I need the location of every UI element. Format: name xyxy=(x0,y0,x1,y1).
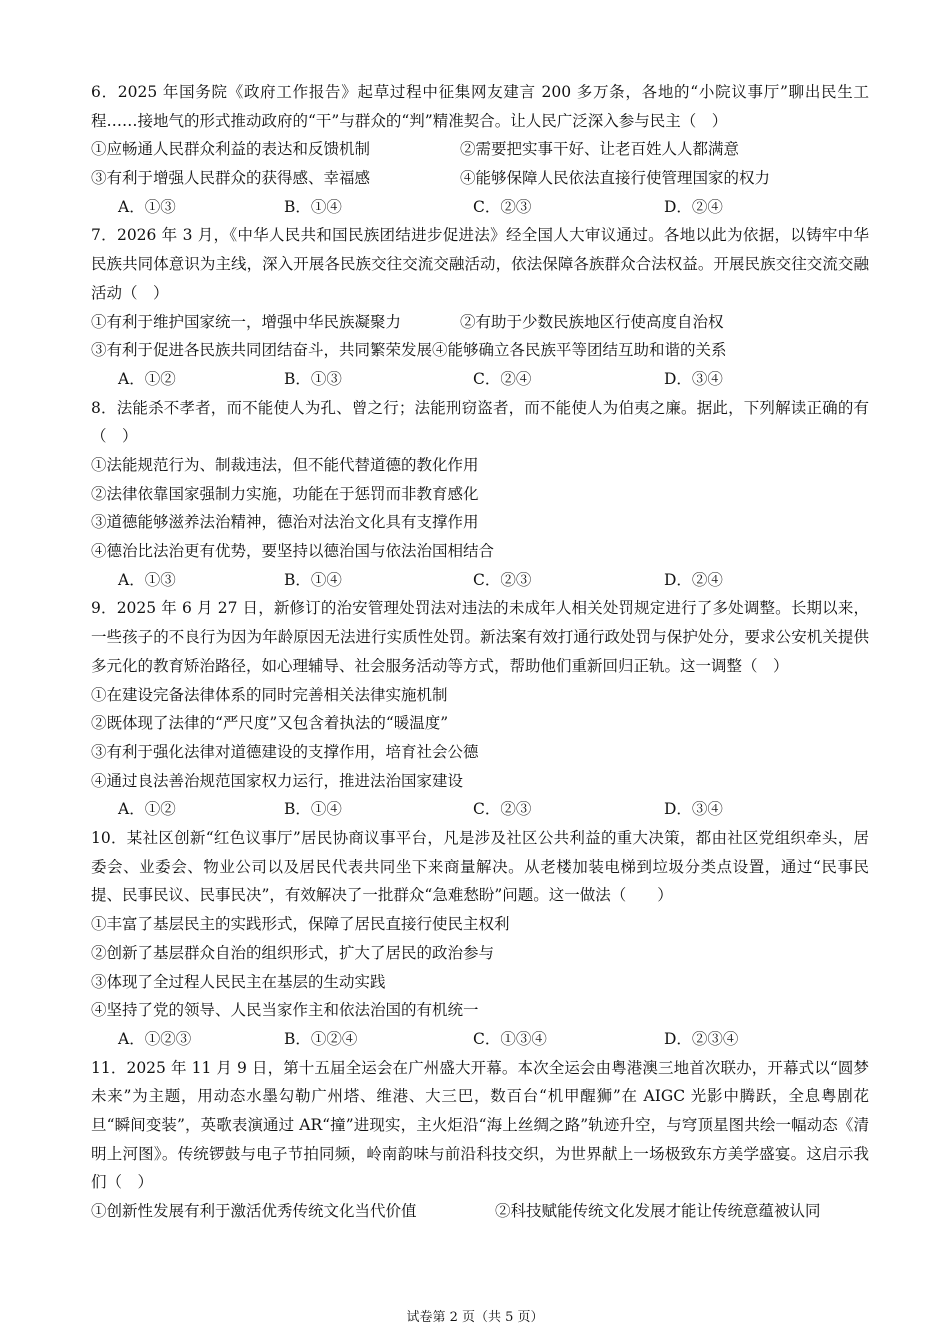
question-list xyxy=(91,78,869,1226)
option-1: ①在建设完备法律体系的同时完善相关法律实施机制 xyxy=(91,685,448,704)
answer-b: B．①④ xyxy=(284,800,342,819)
answer-choices xyxy=(91,795,869,824)
question-6 xyxy=(91,78,869,221)
option-2: ②科技赋能传统文化发展才能让传统意蕴被认同 xyxy=(495,1202,821,1221)
answer-choices xyxy=(91,365,869,394)
question-stem: 9．2025 年 6 月 27 日，新修订的治安管理处罚法对违法的未成年人相关处罚规定进行了多处调整。长期以来，一些孩子的不良行为因为年龄原因无法进行实质性处罚。新法案有效打通行政处罚与保护处分，要求公安机关提供多元化的教育矫治路径，如心理辅导、社会服务活动等方式，帮助他们重新回归正轨。这一调整（ ） xyxy=(91,599,869,675)
answer-a: A．①② xyxy=(118,800,176,819)
question-stem: 11．2025 年 11 月 9 日，第十五届全运会在广州盛大开幕。本次全运会由粤港澳三地首次联办，开幕式以“圆梦未来”为主题，用动态水墨勾勒广州塔、维港、大三巴，数百台“机甲醒狮”在 AIGC 光影中腾跃，全息粤剧花旦“瞬间变装”，英歌表演通过 AR“撞”进现实，主火炬沿“海上丝绸之路”轨迹升空，与穹顶星图共绘一幅动态《清明上河图》。传统锣鼓与电子节拍同频，岭南韵味与前沿科技交织，为世界献上一场极致东方美学盛宴。这启示我们（ ） xyxy=(91,1058,869,1192)
option-row xyxy=(91,336,869,365)
option-row xyxy=(91,308,869,337)
option-row xyxy=(91,135,869,164)
question-9 xyxy=(91,594,869,824)
option-4: ④坚持了党的领导、人民当家作主和依法治国的有机统一 xyxy=(91,1001,479,1020)
answer-a: A．①③ xyxy=(118,197,176,216)
option-1: ①法能规范行为、制裁违法，但不能代替道德的教化作用 xyxy=(91,456,479,475)
answer-choices xyxy=(91,566,869,595)
answer-c: C．①③④ xyxy=(473,1029,547,1048)
option-2: ②创新了基层群众自治的组织形式，扩大了居民的政治参与 xyxy=(91,943,495,962)
option-4: ④通过良法善治规范国家权力运行，推进法治国家建设 xyxy=(91,771,464,790)
answer-a: A．①② xyxy=(118,369,176,388)
answer-a: A．①③ xyxy=(118,570,176,589)
answer-b: B．①③ xyxy=(284,369,342,388)
option-2: ②既体现了法律的“严尺度”又包含着执法的“暖温度” xyxy=(91,714,449,733)
answer-c: C．②③ xyxy=(473,197,532,216)
answer-b: B．①④ xyxy=(284,570,342,589)
option-3-4: ③有利于促进各民族共同团结奋斗，共同繁荣发展④能够确立各民族平等团结互助和谐的关系 xyxy=(91,341,727,360)
question-stem: 6．2025 年国务院《政府工作报告》起草过程中征集网友建言 200 多万条，各地的“小院议事厅”聊出民生工程……接地气的形式推动政府的“干”与群众的“判”精准契合。让人民广泛深入参与民主（ ） xyxy=(91,83,869,130)
answer-choices xyxy=(91,1025,869,1054)
option-1: ①应畅通人民群众利益的表达和反馈机制 xyxy=(91,140,371,159)
option-row xyxy=(91,1197,869,1226)
option-3: ③体现了全过程人民民主在基层的生动实践 xyxy=(91,972,386,991)
question-7 xyxy=(91,221,869,393)
answer-d: D．②③④ xyxy=(664,1029,739,1048)
answer-d: D．③④ xyxy=(664,800,723,819)
option-1: ①丰富了基层民主的实践形式，保障了居民直接行使民主权利 xyxy=(91,915,510,934)
answer-a: A．①②③ xyxy=(118,1029,192,1048)
question-stem: 7．2026 年 3 月，《中华人民共和国民族团结进步促进法》经全国人大审议通过。各地以此为依据，以铸牢中华民族共同体意识为主线，深入开展各民族交往交流交融活动，依法保障各族群众合法权益。开展民族交往交流交融活动（ ） xyxy=(91,226,869,302)
answer-b: B．①④ xyxy=(284,197,342,216)
answer-choices xyxy=(91,193,869,222)
option-2: ②需要把实事干好、让老百姓人人都满意 xyxy=(460,140,740,159)
option-4: ④德治比法治更有优势，要坚持以德治国与依法治国相结合 xyxy=(91,542,495,561)
answer-c: C．②④ xyxy=(473,369,532,388)
question-stem: 8．法能杀不孝者，而不能使人为孔、曾之行；法能刑窃盗者，而不能使人为伯夷之廉。据此，下列解读正确的有（ ） xyxy=(91,398,869,446)
option-1: ①创新性发展有利于激活优秀传统文化当代价值 xyxy=(91,1202,417,1221)
option-2: ②法律依靠国家强制力实施，功能在于惩罚而非教育感化 xyxy=(91,484,479,503)
answer-d: D．②④ xyxy=(664,570,723,589)
option-3: ③有利于增强人民群众的获得感、幸福感 xyxy=(91,169,371,188)
question-8 xyxy=(91,394,869,595)
option-1: ①有利于维护国家统一，增强中华民族凝聚力 xyxy=(91,312,402,331)
option-4: ④能够保障人民依法直接行使管理国家的权力 xyxy=(460,169,771,188)
question-11 xyxy=(91,1054,869,1226)
answer-c: C．②③ xyxy=(473,800,532,819)
answer-b: B．①②④ xyxy=(284,1029,358,1048)
option-2: ②有助于少数民族地区行使高度自治权 xyxy=(460,312,724,331)
question-stem: 10．某社区创新“红色议事厅”居民协商议事平台，凡是涉及社区公共利益的重大决策，都由社区党组织牵头，居委会、业委会、物业公司以及居民代表共同坐下来商量解决。从老楼加装电梯到垃圾分类点设置，通过“民事民提、民事民议、民事民决”，有效解决了一批群众“急难愁盼”问题。这一做法（ ） xyxy=(91,829,869,905)
option-row xyxy=(91,164,869,193)
answer-d: D．②④ xyxy=(664,197,723,216)
option-3: ③有利于强化法律对道德建设的支撑作用，培育社会公德 xyxy=(91,742,479,761)
answer-d: D．③④ xyxy=(664,369,723,388)
option-3: ③道德能够滋养法治精神，德治对法治文化具有支撑作用 xyxy=(91,513,479,532)
answer-c: C．②③ xyxy=(473,570,532,589)
page-footer: 试卷第 2 页（共 5 页） xyxy=(406,1310,544,1325)
question-10 xyxy=(91,824,869,1054)
